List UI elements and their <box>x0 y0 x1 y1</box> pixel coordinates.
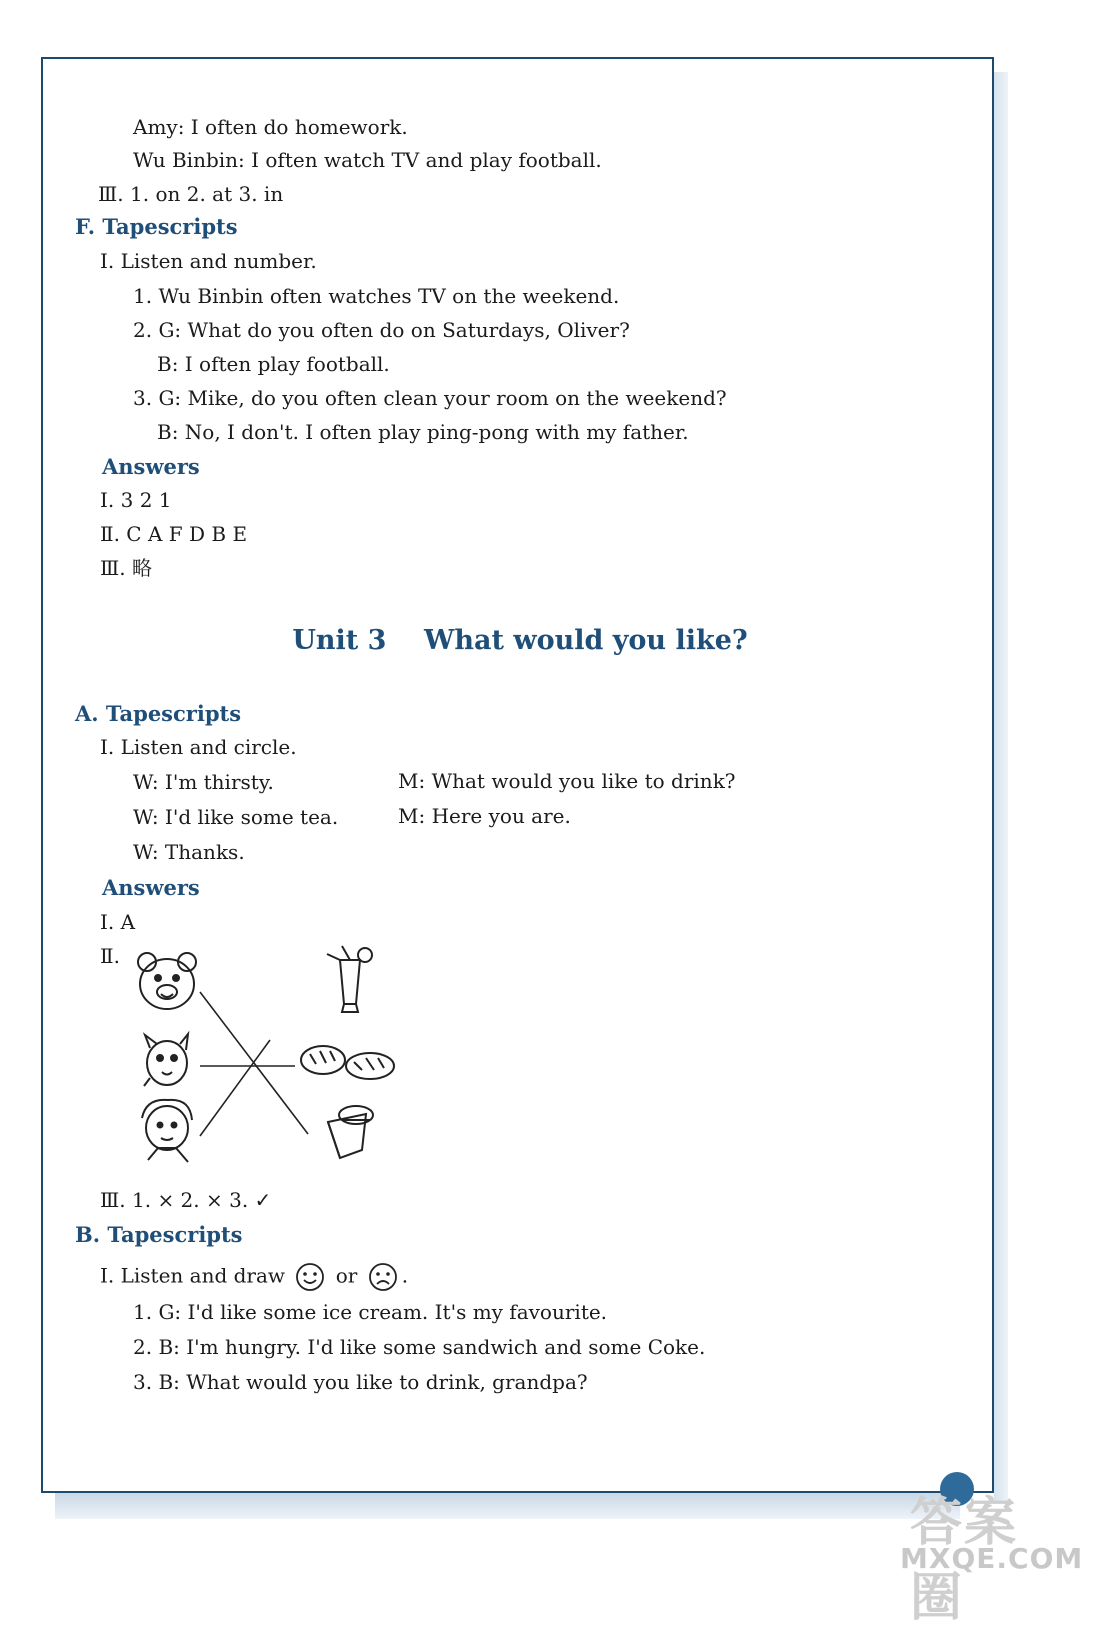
section-f-heading: F. Tapescripts <box>75 214 238 239</box>
section-a-answer3: Ⅲ. 1. × 2. × 3. ✓ <box>100 1188 272 1212</box>
section-b-line3: 3. B: What would you like to drink, grandpa? <box>133 1370 588 1394</box>
milkshake-icon <box>327 946 372 1012</box>
watermark-url: MXQE.COM <box>900 1542 1084 1575</box>
frowning-face-icon <box>368 1262 398 1292</box>
dialogue-line-amy: Amy: I often do homework. <box>133 115 408 139</box>
squirrel-icon <box>144 1034 188 1086</box>
unit-title: Unit 3 What would you like? <box>292 625 748 656</box>
page-shadow-right <box>994 72 1008 1502</box>
watermark-logo-text: 答案圈 <box>910 1493 1019 1628</box>
section-f-line2g: 2. G: What do you often do on Saturdays, Oliver? <box>133 318 630 342</box>
bear-icon <box>138 953 196 1009</box>
section-a-answers-heading: Answers <box>102 875 200 900</box>
section-a-answer1: Ⅰ. A <box>100 910 136 934</box>
watermark <box>900 1480 1084 1628</box>
section-a-w2: W: I'd like some tea. <box>133 805 339 829</box>
matching-lines <box>200 992 308 1136</box>
boy-icon <box>142 1100 192 1162</box>
answer-line-e3: Ⅲ. 1. on 2. at 3. in <box>98 182 284 206</box>
section-b-part1 <box>100 1262 408 1292</box>
section-a-w3: W: Thanks. <box>133 840 245 864</box>
section-b-part1-pre: Ⅰ. Listen and draw <box>100 1263 286 1288</box>
section-a-m1: M: What would you like to drink? <box>398 769 736 793</box>
section-f-line1: 1. Wu Binbin often watches TV on the weekend. <box>133 284 620 308</box>
section-f-answer1: Ⅰ. 3 2 1 <box>100 488 172 512</box>
section-a-m2: M: Here you are. <box>398 804 571 828</box>
section-f-answers-heading: Answers <box>102 454 200 479</box>
section-a-part1: Ⅰ. Listen and circle. <box>100 735 297 759</box>
page-shadow-bottom <box>55 1493 960 1519</box>
bread-icon <box>301 1046 394 1079</box>
smiling-face-icon <box>295 1262 325 1292</box>
dialogue-line-wu: Wu Binbin: I often watch TV and play football. <box>133 148 602 172</box>
section-b-part1-or: or <box>335 1263 358 1288</box>
section-a-w1: W: I'm thirsty. <box>133 770 274 794</box>
matching-answer-picture <box>130 940 410 1175</box>
section-f-line2b: B: I often play football. <box>157 352 390 376</box>
section-f-answer2: Ⅱ. C A F D B E <box>100 522 248 546</box>
section-a-answer2-label: Ⅱ. <box>100 944 120 968</box>
section-b-part1-end: . <box>401 1263 409 1288</box>
section-a-heading: A. Tapescripts <box>75 701 242 726</box>
section-b-line2: 2. B: I'm hungry. I'd like some sandwich and some Coke. <box>133 1335 706 1359</box>
section-f-line3b: B: No, I don't. I often play ping-pong with my father. <box>157 420 689 444</box>
sandwich-icon <box>328 1106 373 1158</box>
section-b-line1: 1. G: I'd like some ice cream. It's my favourite. <box>133 1300 608 1324</box>
section-f-part1: Ⅰ. Listen and number. <box>100 249 317 273</box>
section-f-answer3: Ⅲ. 略 <box>100 556 153 580</box>
section-b-heading: B. Tapescripts <box>75 1222 243 1247</box>
section-f-line3g: 3. G: Mike, do you often clean your room on the weekend? <box>133 386 727 410</box>
